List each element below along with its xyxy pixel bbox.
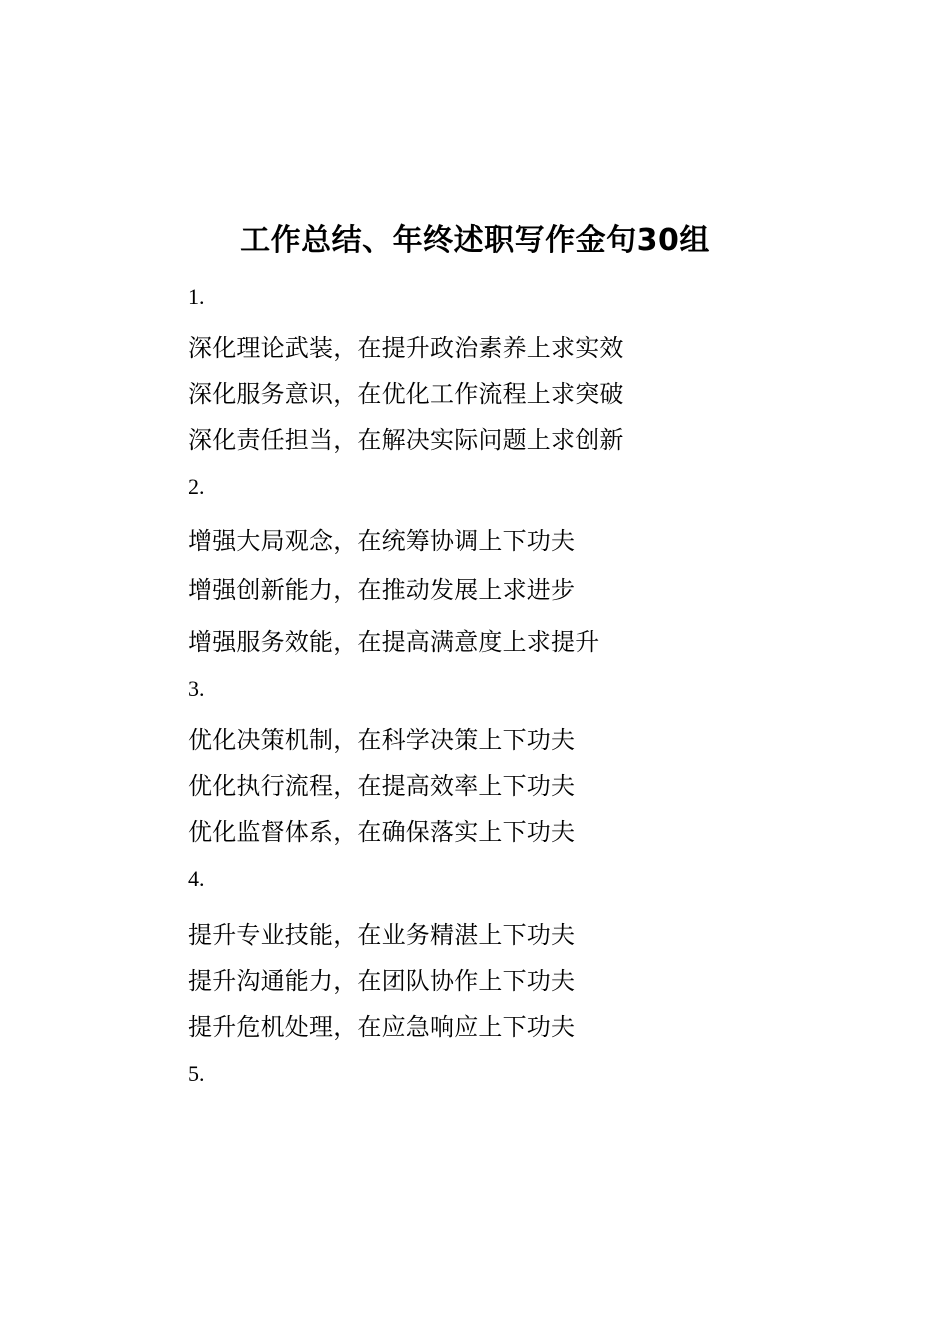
group-number: 5. xyxy=(188,1061,205,1086)
group-line: 增强服务效能，在提高满意度上求提升 xyxy=(188,628,600,656)
group-line: 增强大局观念，在统筹协调上下功夫 xyxy=(188,527,576,555)
group-number: 1. xyxy=(188,284,205,309)
group-line: 提升危机处理，在应急响应上下功夫 xyxy=(188,1013,576,1041)
group-line: 提升沟通能力，在团队协作上下功夫 xyxy=(188,967,576,995)
group-number: 4. xyxy=(188,866,205,891)
group-line: 深化责任担当，在解决实际问题上求创新 xyxy=(188,426,624,454)
group-line: 优化监督体系，在确保落实上下功夫 xyxy=(188,818,576,846)
group-line: 增强创新能力，在推动发展上求进步 xyxy=(188,576,576,604)
group-line: 优化执行流程，在提高效率上下功夫 xyxy=(188,772,576,800)
group-number: 2. xyxy=(188,474,205,499)
document-title: 工作总结、年终述职写作金句30组 xyxy=(240,223,710,258)
group-line: 深化服务意识，在优化工作流程上求突破 xyxy=(188,380,624,408)
group-number: 3. xyxy=(188,676,205,701)
group-line: 深化理论武装，在提升政治素养上求实效 xyxy=(188,334,624,362)
group-line: 优化决策机制，在科学决策上下功夫 xyxy=(188,726,576,754)
group-line: 提升专业技能，在业务精湛上下功夫 xyxy=(188,921,576,949)
